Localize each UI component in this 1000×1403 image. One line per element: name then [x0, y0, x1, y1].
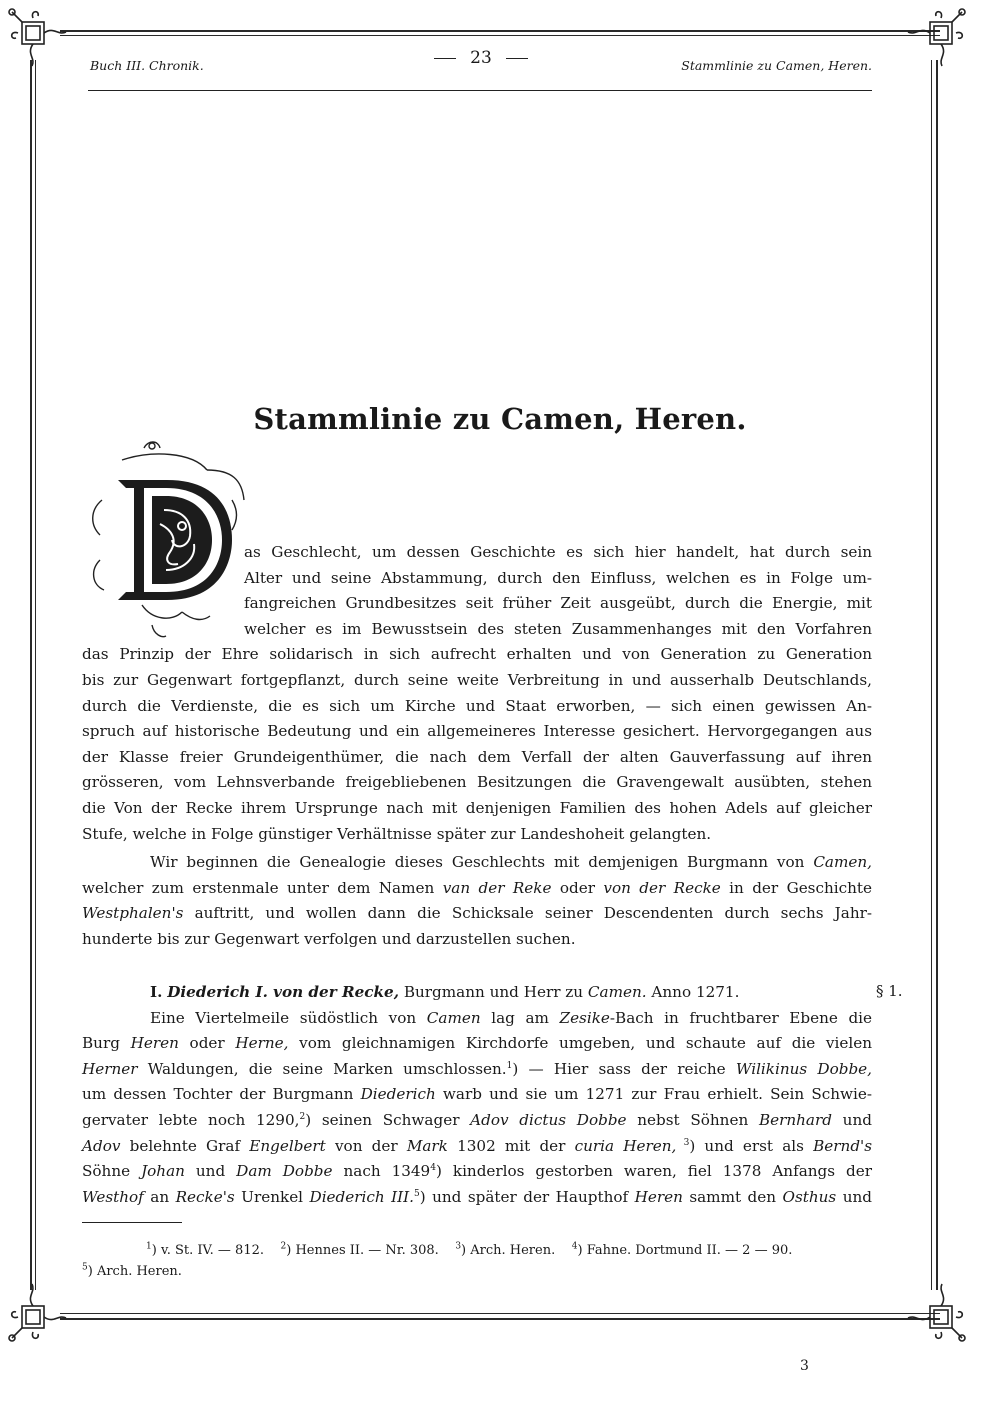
running-head-left: Buch III. Chronik. [90, 58, 204, 73]
text-run: auftritt, und wollen dann die Schicksale seiner Descendenten durch sechs Jahr- [183, 904, 872, 923]
footnote-number: 3 [455, 1241, 462, 1252]
footnote-text: ) v. St. IV. — 812. [151, 1243, 264, 1258]
text-run: lag am [480, 1008, 560, 1027]
text-line [82, 876, 872, 902]
text-run: ) kinderlos gestorben waren, fiel 1378 Anfangs der [435, 1162, 872, 1181]
paragraph-genealogy-intro [82, 850, 872, 952]
text-run: Burg [82, 1034, 131, 1053]
text-line: das Prinzip der Ehre solidarisch in sich aufrecht erhalten und von Generation zu Generation [82, 645, 872, 664]
text-line [82, 1185, 872, 1211]
place-name: Mark [406, 1136, 448, 1155]
person-name: Diederich I. von der Recke, [167, 983, 400, 1001]
footnote-ref: 3 [676, 1137, 690, 1148]
place-name: Westhof [82, 1187, 144, 1206]
text-run: und [184, 1162, 237, 1181]
frame-bottom-inner [60, 1313, 940, 1314]
footnote-text: ) Arch. Heren. [461, 1243, 556, 1258]
place-name: Camen [426, 1008, 481, 1027]
text-line [82, 850, 872, 876]
text-line [82, 1006, 872, 1032]
text-run: nebst Söhnen [626, 1110, 759, 1129]
text-line [82, 1108, 872, 1134]
footnote-ref: 2 [299, 1111, 306, 1122]
footnote-text: ) Arch. Heren. [87, 1264, 182, 1279]
footnote-text: ) Fahne. Dortmund II. — 2 — 90. [577, 1243, 793, 1258]
footnote-line [82, 1240, 872, 1261]
footnote-ref: 5 [413, 1188, 420, 1199]
page-title: Stammlinie zu Camen, Heren. [253, 402, 747, 436]
person-name: Wilikinus Dobbe, [735, 1059, 872, 1078]
text-line: der Klasse freier Grundeigenthümer, die nach dem Verfall der alten Gauverfassung auf ihren [82, 747, 872, 766]
text-line: welcher es im Bewusstsein des steten Zusammenhanges mit den Vorfahren [244, 619, 872, 638]
place-name: Zesike [559, 1008, 610, 1027]
footnote-ref: 1 [506, 1060, 513, 1071]
person-name: Bernhard [758, 1110, 832, 1129]
text-run: ) und erst als [689, 1136, 814, 1155]
frame-top-inner [60, 35, 940, 36]
text-run: sammt den [682, 1187, 783, 1206]
frame-right [936, 60, 938, 1290]
text-line: as Geschlecht, um dessen Geschichte es sich hier handelt, hat durch sein [244, 543, 872, 561]
text-line: fangreichen Grundbesitzes seit früher Zeit ausgeübt, durch die Energie, mit [244, 594, 872, 613]
text-run: welcher zum erstenmale unter dem Namen [82, 878, 443, 897]
text-line [82, 1159, 872, 1185]
place-name: Herner [82, 1059, 138, 1078]
text-run: um dessen Tochter der Burgmann [82, 1085, 361, 1104]
text-run: und [831, 1110, 872, 1129]
corner-ornament-bottom-left [6, 1280, 70, 1344]
person-name: Engelbert [249, 1136, 326, 1155]
footnote-rule [82, 1222, 182, 1223]
text-line: bis zur Gegenwart fortgepflanzt, durch seine weite Verbreitung in und ausserhalb Deutschlands, [82, 670, 872, 689]
place-name: Heren [130, 1034, 179, 1053]
section-numeral: I. [150, 983, 163, 1001]
text-line [82, 1031, 872, 1057]
person-name: Adov [82, 1136, 121, 1155]
frame-bottom [60, 1318, 940, 1320]
text-line: hunderte bis zur Gegenwart verfolgen und darzustellen suchen. [82, 929, 576, 948]
section-diederich-i [82, 980, 872, 1210]
person-name: Adov dictus Dobbe [470, 1110, 627, 1129]
text-run: ) seinen Schwager [305, 1110, 471, 1129]
text-run: nach 1349 [332, 1162, 431, 1181]
running-head-right: Stammlinie zu Camen, Heren. [681, 58, 872, 73]
text-run: Urenkel [234, 1187, 310, 1206]
signature-mark: 3 [800, 1358, 809, 1374]
text-line: grösseren, vom Lehnsverbande freigebliebenen Besitzungen die Gravengewalt ausübten, stehen [82, 773, 872, 792]
text-line [82, 901, 872, 927]
footnote-text: ) Hennes II. — Nr. 308. [286, 1243, 439, 1258]
page-number-value: 23 [470, 48, 492, 68]
section-marker: § 1. [876, 982, 903, 1000]
text-line: spruch auf historische Bedeutung und ein allgemeineres Interesse gesichert. Hervorgegangen aus [82, 722, 872, 741]
text-run: an [143, 1187, 176, 1206]
text-run: warb und sie um 1271 zur Frau erhielt. Sein Schwie- [435, 1085, 872, 1104]
footnote-line [82, 1261, 872, 1282]
text-run: gervater lebte noch 1290, [82, 1110, 300, 1129]
footnote-number: 4 [571, 1241, 578, 1252]
text-run: oder [551, 878, 604, 897]
header-rule [88, 90, 872, 91]
text-run: Burgmann und Herr zu [399, 983, 588, 1001]
paragraph-intro [82, 540, 872, 847]
person-name: Diederich [360, 1085, 436, 1104]
text-line: durch die Verdienste, die es sich um Kirche und Staat erworben, — sich einen gewissen An- [82, 696, 872, 715]
frame-left-inner [35, 60, 36, 1290]
footnotes [82, 1240, 872, 1282]
family-name: von der Recke [603, 878, 721, 897]
place-name: Camen, [813, 853, 872, 871]
text-run: ) und später der Haupthof [419, 1187, 635, 1206]
family-name: van der Reke [442, 878, 552, 897]
place-name: Herne, [235, 1034, 289, 1053]
running-head [90, 48, 872, 78]
text-line: Stufe, welche in Folge günstiger Verhältnisse später zur Landeshoheit gelangten. [82, 824, 712, 843]
frame-right-inner [931, 60, 932, 1290]
text-run: Söhne [82, 1162, 142, 1181]
text-line [82, 1082, 872, 1108]
text-run: Wir beginnen die Genealogie dieses Geschlechts mit demjenigen Burgmann von [150, 853, 814, 871]
footnote-number: 2 [280, 1241, 287, 1252]
person-name: Bernd's [813, 1136, 873, 1155]
section-heading [82, 980, 872, 1006]
place-name: Osthus [782, 1187, 837, 1206]
text-run: ) — Hier sass der reiche [512, 1059, 736, 1078]
text-run: und [836, 1187, 872, 1206]
text-line: Alter und seine Abstammung, durch den Einfluss, welchen es in Folge um- [244, 568, 872, 587]
text-run: Eine Viertelmeile südöstlich von [150, 1008, 427, 1027]
text-run: belehnte Graf [120, 1136, 250, 1155]
corner-ornament-bottom-right [904, 1280, 968, 1344]
text-run: Anno 1271. [646, 983, 740, 1001]
corner-ornament-top-left [6, 6, 70, 70]
person-name: Johan [141, 1162, 185, 1181]
text-run: 1302 mit der [447, 1136, 575, 1155]
person-name: Diederich III. [309, 1187, 414, 1206]
corner-ornament-top-right [904, 6, 968, 70]
person-name: Dam Dobbe [236, 1162, 333, 1181]
frame-top [60, 30, 940, 32]
text-run: von der [325, 1136, 407, 1155]
footnote-number: 1 [146, 1241, 152, 1252]
frame-left [30, 60, 32, 1290]
place-name: curia Heren, [574, 1136, 677, 1155]
person-name: Recke's [175, 1187, 235, 1206]
footnote-ref: 4 [430, 1163, 436, 1174]
footnote-number: 5 [82, 1262, 88, 1273]
text-line: die Von der Recke ihrem Ursprunge nach mit denjenigen Familien des hohen Adels auf gleicher [82, 798, 872, 817]
text-run: Waldungen, die seine Marken umschlossen. [137, 1059, 507, 1078]
place-name: Heren [634, 1187, 683, 1206]
text-run: oder [178, 1034, 236, 1053]
place-name: Westphalen's [82, 904, 184, 923]
text-run: vom gleichnamigen Kirchdorfe umgeben, und schaute auf die vielen [288, 1034, 872, 1053]
place-name: Camen. [587, 983, 647, 1001]
text-line [82, 1057, 872, 1083]
text-run: in der Geschichte [720, 878, 873, 897]
text-line [82, 1134, 872, 1160]
text-run: -Bach in fruchtbarer Ebene die [609, 1008, 873, 1027]
